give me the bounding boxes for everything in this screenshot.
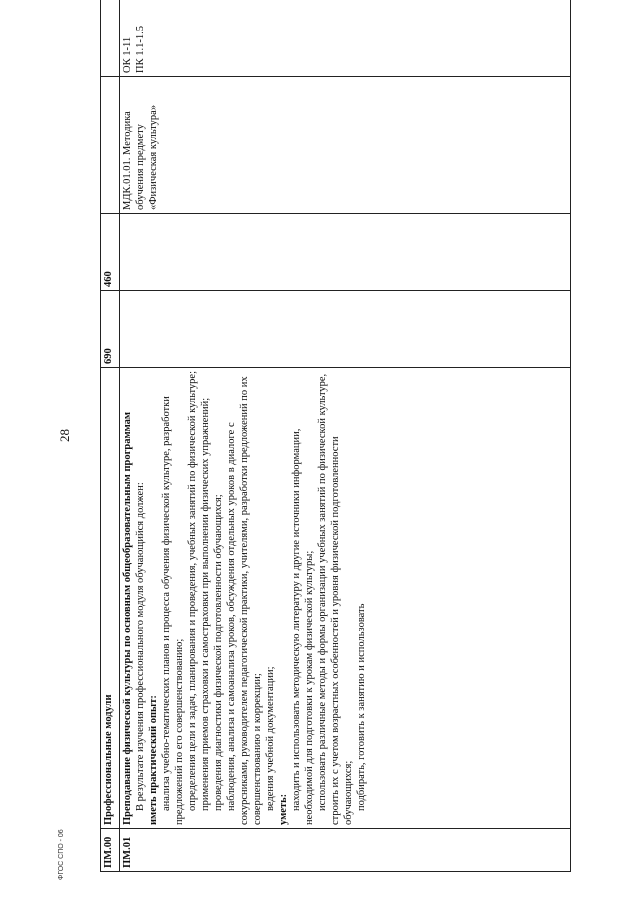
list-item: использовать различные методы и формы организации учебных занятий по физической культуре, строить их с учетом возрастных особенностей и уровня физической подготовленности обучающихся;: [317, 373, 354, 825]
practice-heading: иметь практический опыт:: [148, 695, 159, 825]
skills-heading: уметь:: [278, 793, 289, 825]
module-title: Преподавание физической культуры по основным общеобразовательным программам: [122, 411, 133, 825]
rotated-table-wrapper: [100, 26, 585, 872]
cell-hours-class: 460: [101, 214, 120, 291]
list-item: проведения диагностики физической подготовленности обучающихся;: [213, 494, 224, 811]
list-item: находить и использовать методическую литературу и другие источники информации, необходимой для подготовки к урокам физической культуры;: [291, 428, 315, 825]
footer-label: ФГОС СПО - 06: [58, 829, 65, 880]
cell-mdk: МДК.01.01. Методика обучения предмету «Физическая культура»: [120, 77, 571, 214]
table-row: [101, 0, 120, 872]
list-item: подбирать, готовить к занятию и использовать: [356, 603, 367, 811]
curriculum-table: [100, 0, 571, 872]
list-item: ведения учебной документации;: [265, 666, 276, 811]
cell-name: Профессиональные модули: [101, 368, 120, 829]
module-intro: В результате изучения профессионального модуля обучающийся должен:: [135, 482, 146, 811]
list-item: применения приемов страховки и самостраховки при выполнении физических упражнений;: [200, 397, 211, 811]
table-row: [120, 0, 571, 872]
cell-code: ПМ.01: [120, 829, 571, 872]
competency-ok: ОК 1-11: [122, 36, 133, 73]
cell-hours-max: 690: [101, 291, 120, 368]
page-number: 28: [57, 429, 72, 442]
list-item: анализа учебно-тематических планов и процесса обучения физической культуре, разработки предложений по его совершенствованию;: [161, 396, 185, 825]
cell-competencies: [120, 0, 571, 77]
list-item: наблюдения, анализа и самоанализа уроков, обсуждения отдельных уроков в диалоге с сокурсниками, руководителем педагогической практики, учителями, разработки предложений по их совершенствованию и коррекции;: [226, 376, 263, 825]
cell-hours-class: [120, 214, 571, 291]
cell-hours-max: [120, 291, 571, 368]
cell-competencies: [101, 0, 120, 77]
cell-module-description: [120, 368, 571, 829]
competency-pk: ПК 1.1-1.5: [135, 26, 146, 73]
list-item: определения цели и задач, планирования и проведения, учебных занятий по физической культуре;: [187, 371, 198, 811]
cell-mdk: [101, 77, 120, 214]
cell-code: ПМ.00: [101, 829, 120, 872]
